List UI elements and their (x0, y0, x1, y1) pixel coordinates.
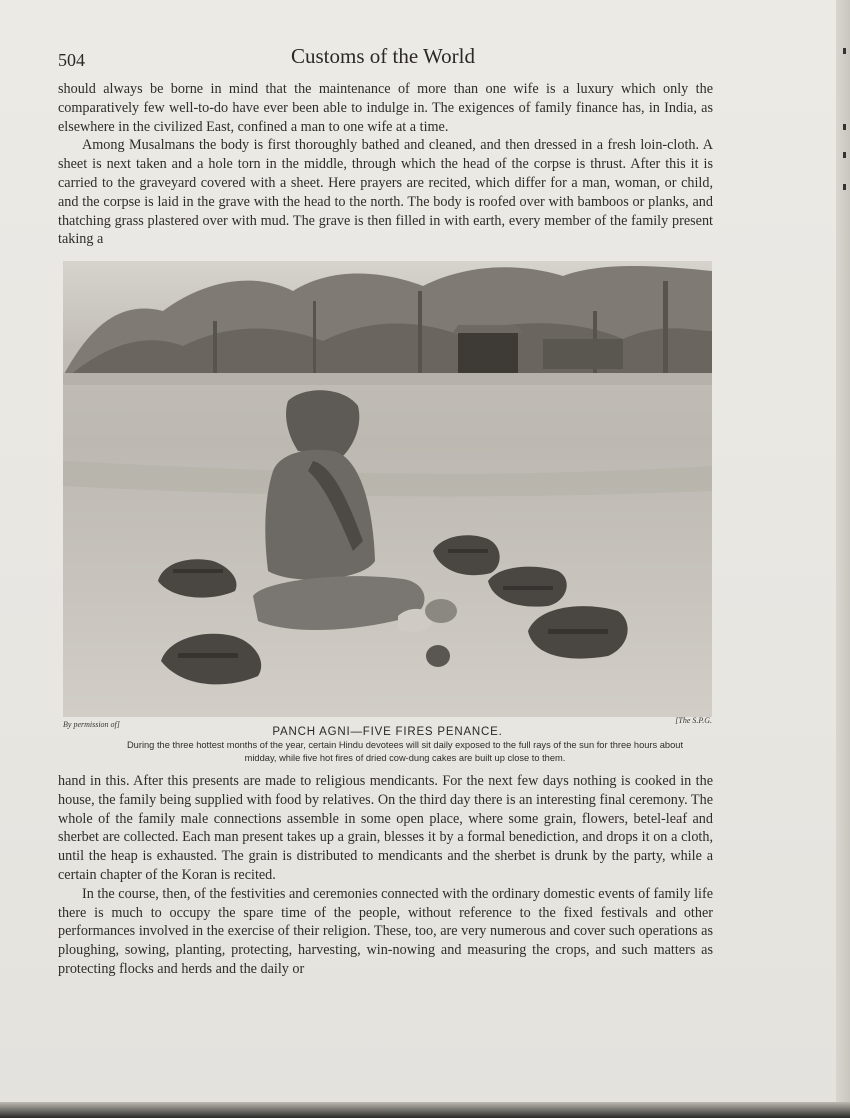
page-number: 504 (58, 50, 85, 70)
page-edge (836, 0, 850, 1118)
body-text-top (58, 80, 713, 249)
photograph-five-fires-penance (63, 261, 712, 717)
paragraph: hand in this. After this presents are made to religious mendicants. For the next few days nothing is cooked in the house, the family being supplied with food by relatives. On the third day there is an interesting final ceremony. The whole of the family male connections assemble in some open place, where some grain, flowers, betel-leaf and sherbet are collected. Each man present takes up a grain, blesses it by a formal benediction, and drops it on a cloth, until the heap is exhausted. The grain is distributed to mendicants and the sherbet is drunk by the party, while a certain chapter of the Koran is recited. (58, 773, 713, 883)
running-title: Customs of the World (290, 44, 475, 68)
body-text-bottom (58, 772, 713, 979)
page-bottom-shadow (0, 1102, 850, 1118)
paragraph: should always be borne in mind that the maintenance of more than one wife is a luxury which only the comparatively few well-to-do have ever been able to indulge in. The exigences of family finance has, in India, as elsewhere in the civilized East, confined a man to one wife at a time. (58, 81, 713, 135)
figure-title: PANCH AGNI—FIVE FIRES PENANCE. (272, 726, 503, 738)
figure-caption: During the three hottest months of the year, certain Hindu devotees will sit daily exposed to the full rays of the sun for three hours about midday, while five hot fires of dried cow-dung cakes are built up close to them. (126, 740, 684, 763)
paragraph: In the course, then, of the festivities and ceremonies connected with the ordinary domestic events of family life there is much to occupy the spare time of the people, without reference to the fixed festivals and other performances involved in the exercise of their religion. These, too, are very numerous and cover such operations as ploughing, sowing, planting, protecting, harvesting, win-nowing and measuring the crops, and such matters as protecting flocks and herds and the daily or (58, 885, 713, 977)
photo-credit-left: By permission of] (63, 720, 120, 729)
paragraph: Among Musalmans the body is first thoroughly bathed and cleaned, and then dressed in a fresh loin-cloth. A sheet is next taken and a hole torn in the middle, through which the head of the corpse is thrust. After this it is carried to the graveyard covered with a sheet. Here prayers are recited, which differ for a man, woman, or child, and the corpse is laid in the grave with the head to the north. The body is roofed over with bamboos or planks, and thatching grass plastered over with mud. The grave is then filled in with earth, every member of the family present taking a (58, 137, 713, 248)
photo-illustration (63, 261, 712, 717)
page-header (58, 44, 708, 74)
photo-credit-right: [The S.P.G. (675, 716, 712, 725)
